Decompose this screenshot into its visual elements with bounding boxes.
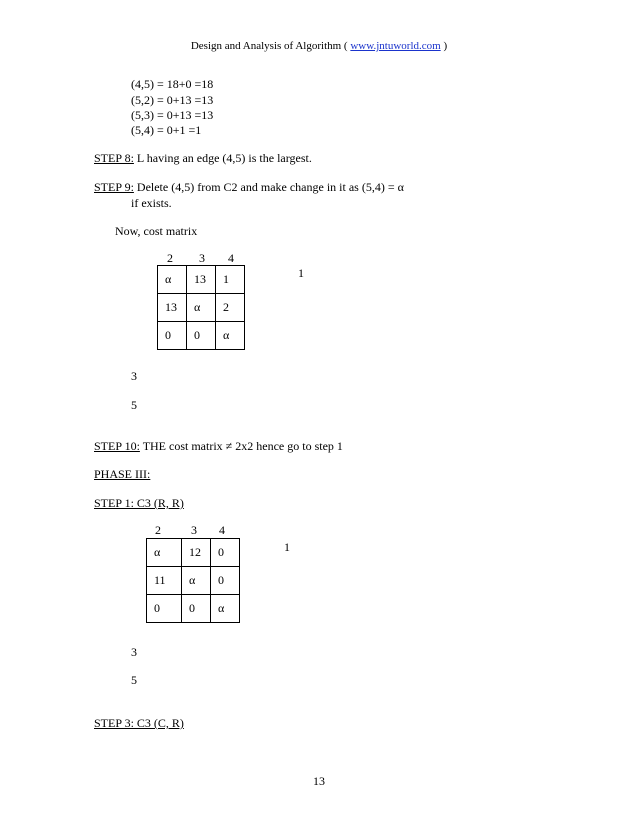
matrix-cell: 1: [216, 266, 245, 294]
column-header: 2: [167, 251, 173, 265]
step-10: [94, 439, 343, 454]
table-row: [158, 322, 245, 350]
step-9-label: STEP 9:: [94, 180, 134, 194]
column-header: 4: [228, 251, 234, 265]
header-suffix: ): [443, 40, 448, 52]
column-header: 3: [191, 523, 197, 537]
matrix-cell: 0: [211, 539, 240, 567]
matrix-cell: 12: [182, 539, 211, 567]
table-row: [158, 266, 245, 294]
step-10-text: THE cost matrix ≠ 2x2 hence go to step 1: [139, 439, 343, 453]
matrix-cell: 0: [147, 595, 182, 623]
row-label: 1: [284, 540, 290, 554]
matrix-cell: 0: [182, 595, 211, 623]
page-header: [0, 40, 638, 52]
row-label: 3: [131, 369, 137, 383]
matrix-cell: α: [187, 294, 216, 322]
matrix-cell: 0: [158, 322, 187, 350]
step-9: [94, 180, 404, 195]
cost-matrix-2: [146, 538, 240, 623]
matrix-cell: 11: [147, 567, 182, 595]
matrix-cell: 13: [187, 266, 216, 294]
step-9-continuation: if exists.: [131, 196, 172, 210]
equation-line: (5,4) = 0+1 =1: [131, 123, 202, 137]
cost-matrix-label: Now, cost matrix: [115, 224, 198, 238]
row-label: 5: [131, 398, 137, 412]
header-link[interactable]: www.jntuworld.com: [350, 40, 441, 52]
table-row: [147, 595, 240, 623]
phase-heading: PHASE III:: [94, 467, 151, 481]
step-8: [94, 151, 312, 166]
column-header: 3: [199, 251, 205, 265]
cost-matrix-1: [157, 265, 245, 350]
step-8-text: L having an edge (4,5) is the largest.: [133, 151, 312, 165]
step-1: STEP 1: C3 (R, R): [94, 496, 184, 510]
table-row: [147, 539, 240, 567]
step-3: STEP 3: C3 (C, R): [94, 716, 184, 730]
matrix-cell: 13: [158, 294, 187, 322]
matrix-cell: 0: [211, 567, 240, 595]
matrix-cell: α: [211, 595, 240, 623]
step-9-text: Delete (4,5) from C2 and make change in it as (5,4) = α: [133, 180, 404, 194]
equation-line: (5,2) = 0+13 =13: [131, 93, 214, 107]
matrix-cell: α: [158, 266, 187, 294]
row-label: 5: [131, 673, 137, 687]
equation-line: (5,3) = 0+13 =13: [131, 108, 214, 122]
step-8-label: STEP 8:: [94, 151, 134, 165]
matrix-cell: 0: [187, 322, 216, 350]
column-header: 2: [155, 523, 161, 537]
row-label: 1: [298, 266, 304, 280]
matrix-cell: 2: [216, 294, 245, 322]
table-row: [147, 567, 240, 595]
equation-line: (4,5) = 18+0 =18: [131, 77, 214, 91]
matrix-cell: α: [216, 322, 245, 350]
matrix-cell: α: [147, 539, 182, 567]
table-row: [158, 294, 245, 322]
matrix-cell: α: [182, 567, 211, 595]
row-label: 3: [131, 645, 137, 659]
column-header: 4: [219, 523, 225, 537]
step-10-label: STEP 10:: [94, 439, 140, 453]
page-number: 13: [313, 774, 325, 788]
header-title: Design and Analysis of Algorithm (: [190, 40, 348, 52]
